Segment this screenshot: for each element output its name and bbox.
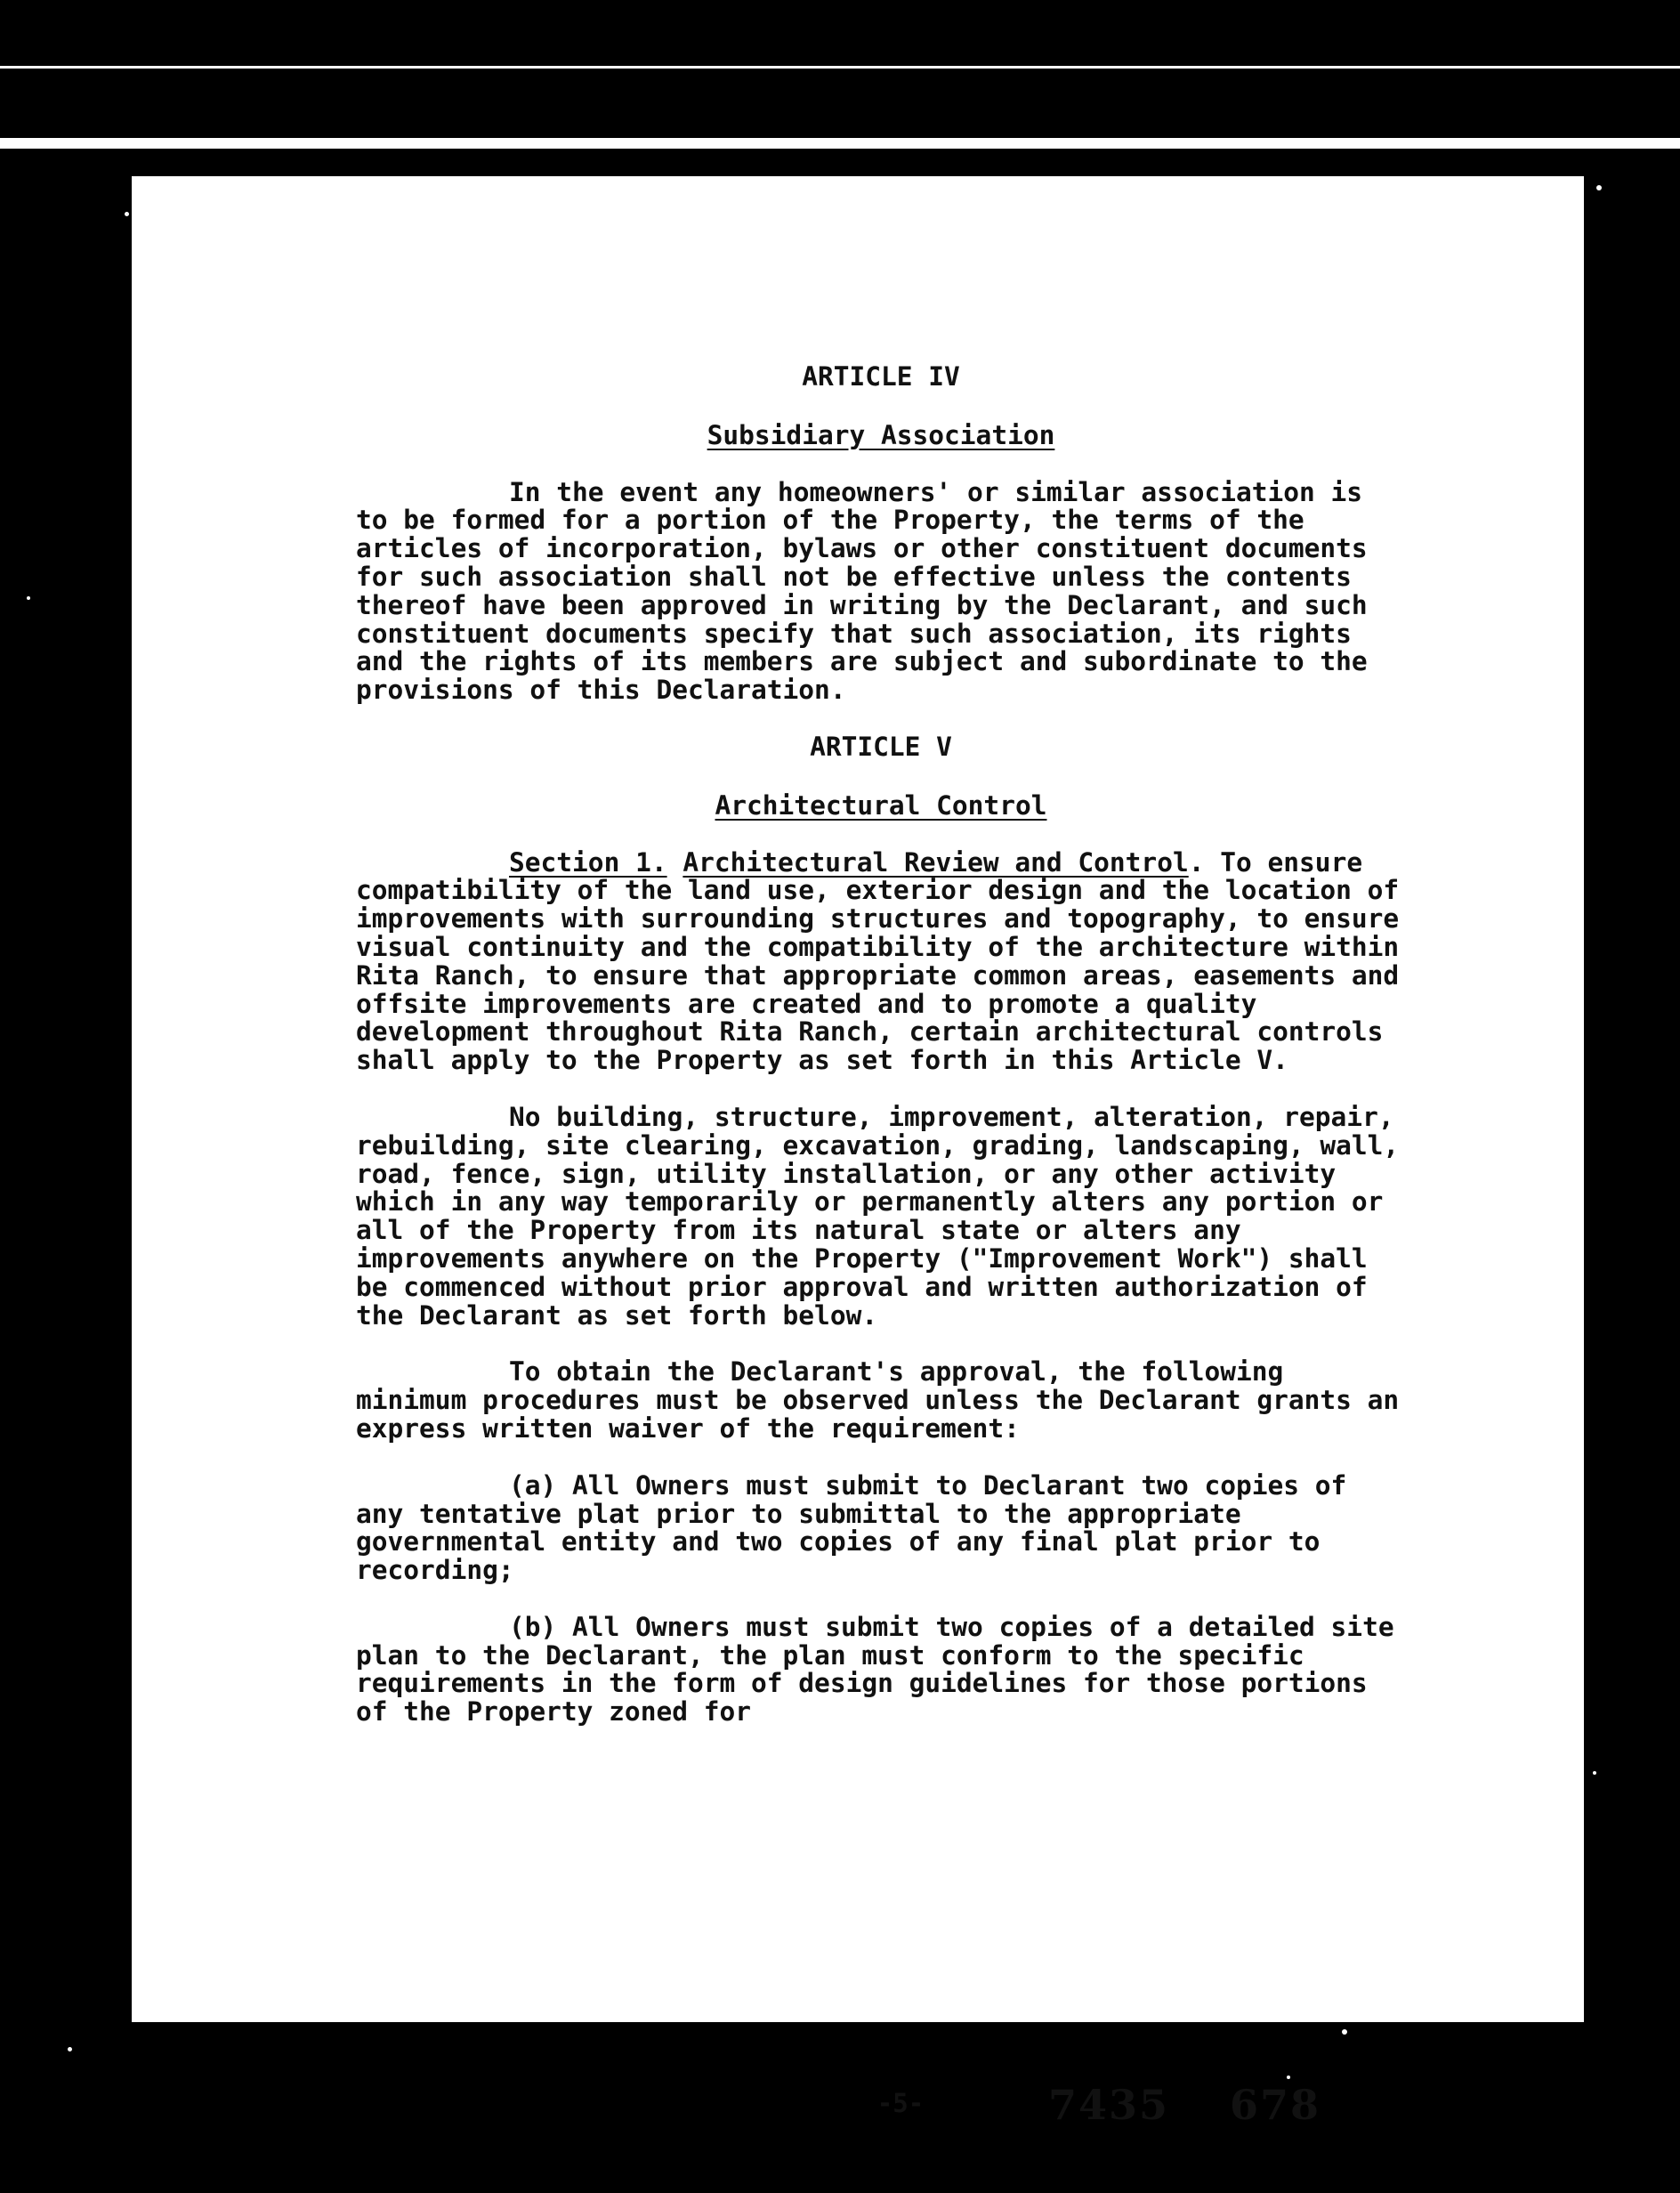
article-iv-title: ARTICLE IV xyxy=(802,361,960,392)
scan-speck xyxy=(125,212,129,216)
section-1-paragraph xyxy=(356,846,1406,1076)
document-page xyxy=(132,176,1584,2129)
scan-edge-line xyxy=(0,138,1680,149)
scan-speck xyxy=(27,596,30,600)
item-b-paragraph: (b) All Owners must submit two copies of a detailed site plan to the Declarant, the plan must conform to the specific requirements in the form of design guidelines for those portions of the Property zoned for xyxy=(356,1611,1394,1728)
page-number: -5- xyxy=(876,2088,925,2118)
article-v-title: ARTICLE V xyxy=(810,731,952,762)
section-1-text: . To ensure compatibility of the land use, exterior design and the location of improvements with surrounding structures and topography, to ensure visual continuity and the compatibility of the architecture within Rita Ranch, to ensure that appropriate common areas, easements and offsite improvements are created and to promote a quality development throughout Rita Ranch, certain architectural controls shall apply to the Property as set forth in this Article V. xyxy=(356,846,1400,1076)
article-v-subtitle xyxy=(356,789,1406,821)
section-1-title: Architectural Review and Control xyxy=(682,846,1189,878)
document-body xyxy=(356,363,1406,1755)
scan-speck xyxy=(1593,1771,1596,1775)
article-iv-subtitle xyxy=(356,419,1406,450)
scan-speck xyxy=(1596,185,1602,190)
section-1-label: Section 1. xyxy=(509,846,667,878)
document-stamp-number: 7435 xyxy=(1048,2081,1170,2129)
scan-speck xyxy=(68,2047,72,2051)
article-iv-paragraph: In the event any homeowners' or similar association is to be formed for a portion of the Property, the terms of the articles of incorporation, bylaws or other constituent documents for such association shall not be effective unless the contents thereof have been approved in writing by the Declarant, and such constituent documents specify that such association, its rights and the rights of its members are subject and subordinate to the provisions of this Declaration. xyxy=(356,476,1368,706)
scan-speck xyxy=(1287,2076,1290,2079)
document-stamp-page: 678 xyxy=(1230,2081,1321,2129)
scan-speck xyxy=(1342,2029,1347,2035)
article-v-subtitle-text: Architectural Control xyxy=(715,789,1047,821)
article-iv-subtitle-text: Subsidiary Association xyxy=(707,419,1055,450)
improvement-work-paragraph: No building, structure, improvement, alteration, repair, rebuilding, site clearing, excavation, grading, landscaping, wall, road, fence, sign, utility installation, or any other activity which in any way temporarily or permanently alters any portion or all of the Property from its natural state or alters any improvements anywhere on the Property ("Improvement Work") shall be commenced without prior approval and written authorization of the Declarant as set forth below. xyxy=(356,1101,1400,1331)
approval-procedures-paragraph: To obtain the Declarant's approval, the following minimum procedures must be observed unless the Declarant grants an express written waiver of the requirement: xyxy=(356,1356,1400,1444)
item-a-paragraph: (a) All Owners must submit to Declarant two copies of any tentative plat prior to submittal to the appropriate governmental entity and two copies of any final plat prior to recording; xyxy=(356,1469,1347,1586)
scan-edge-line xyxy=(0,66,1680,69)
